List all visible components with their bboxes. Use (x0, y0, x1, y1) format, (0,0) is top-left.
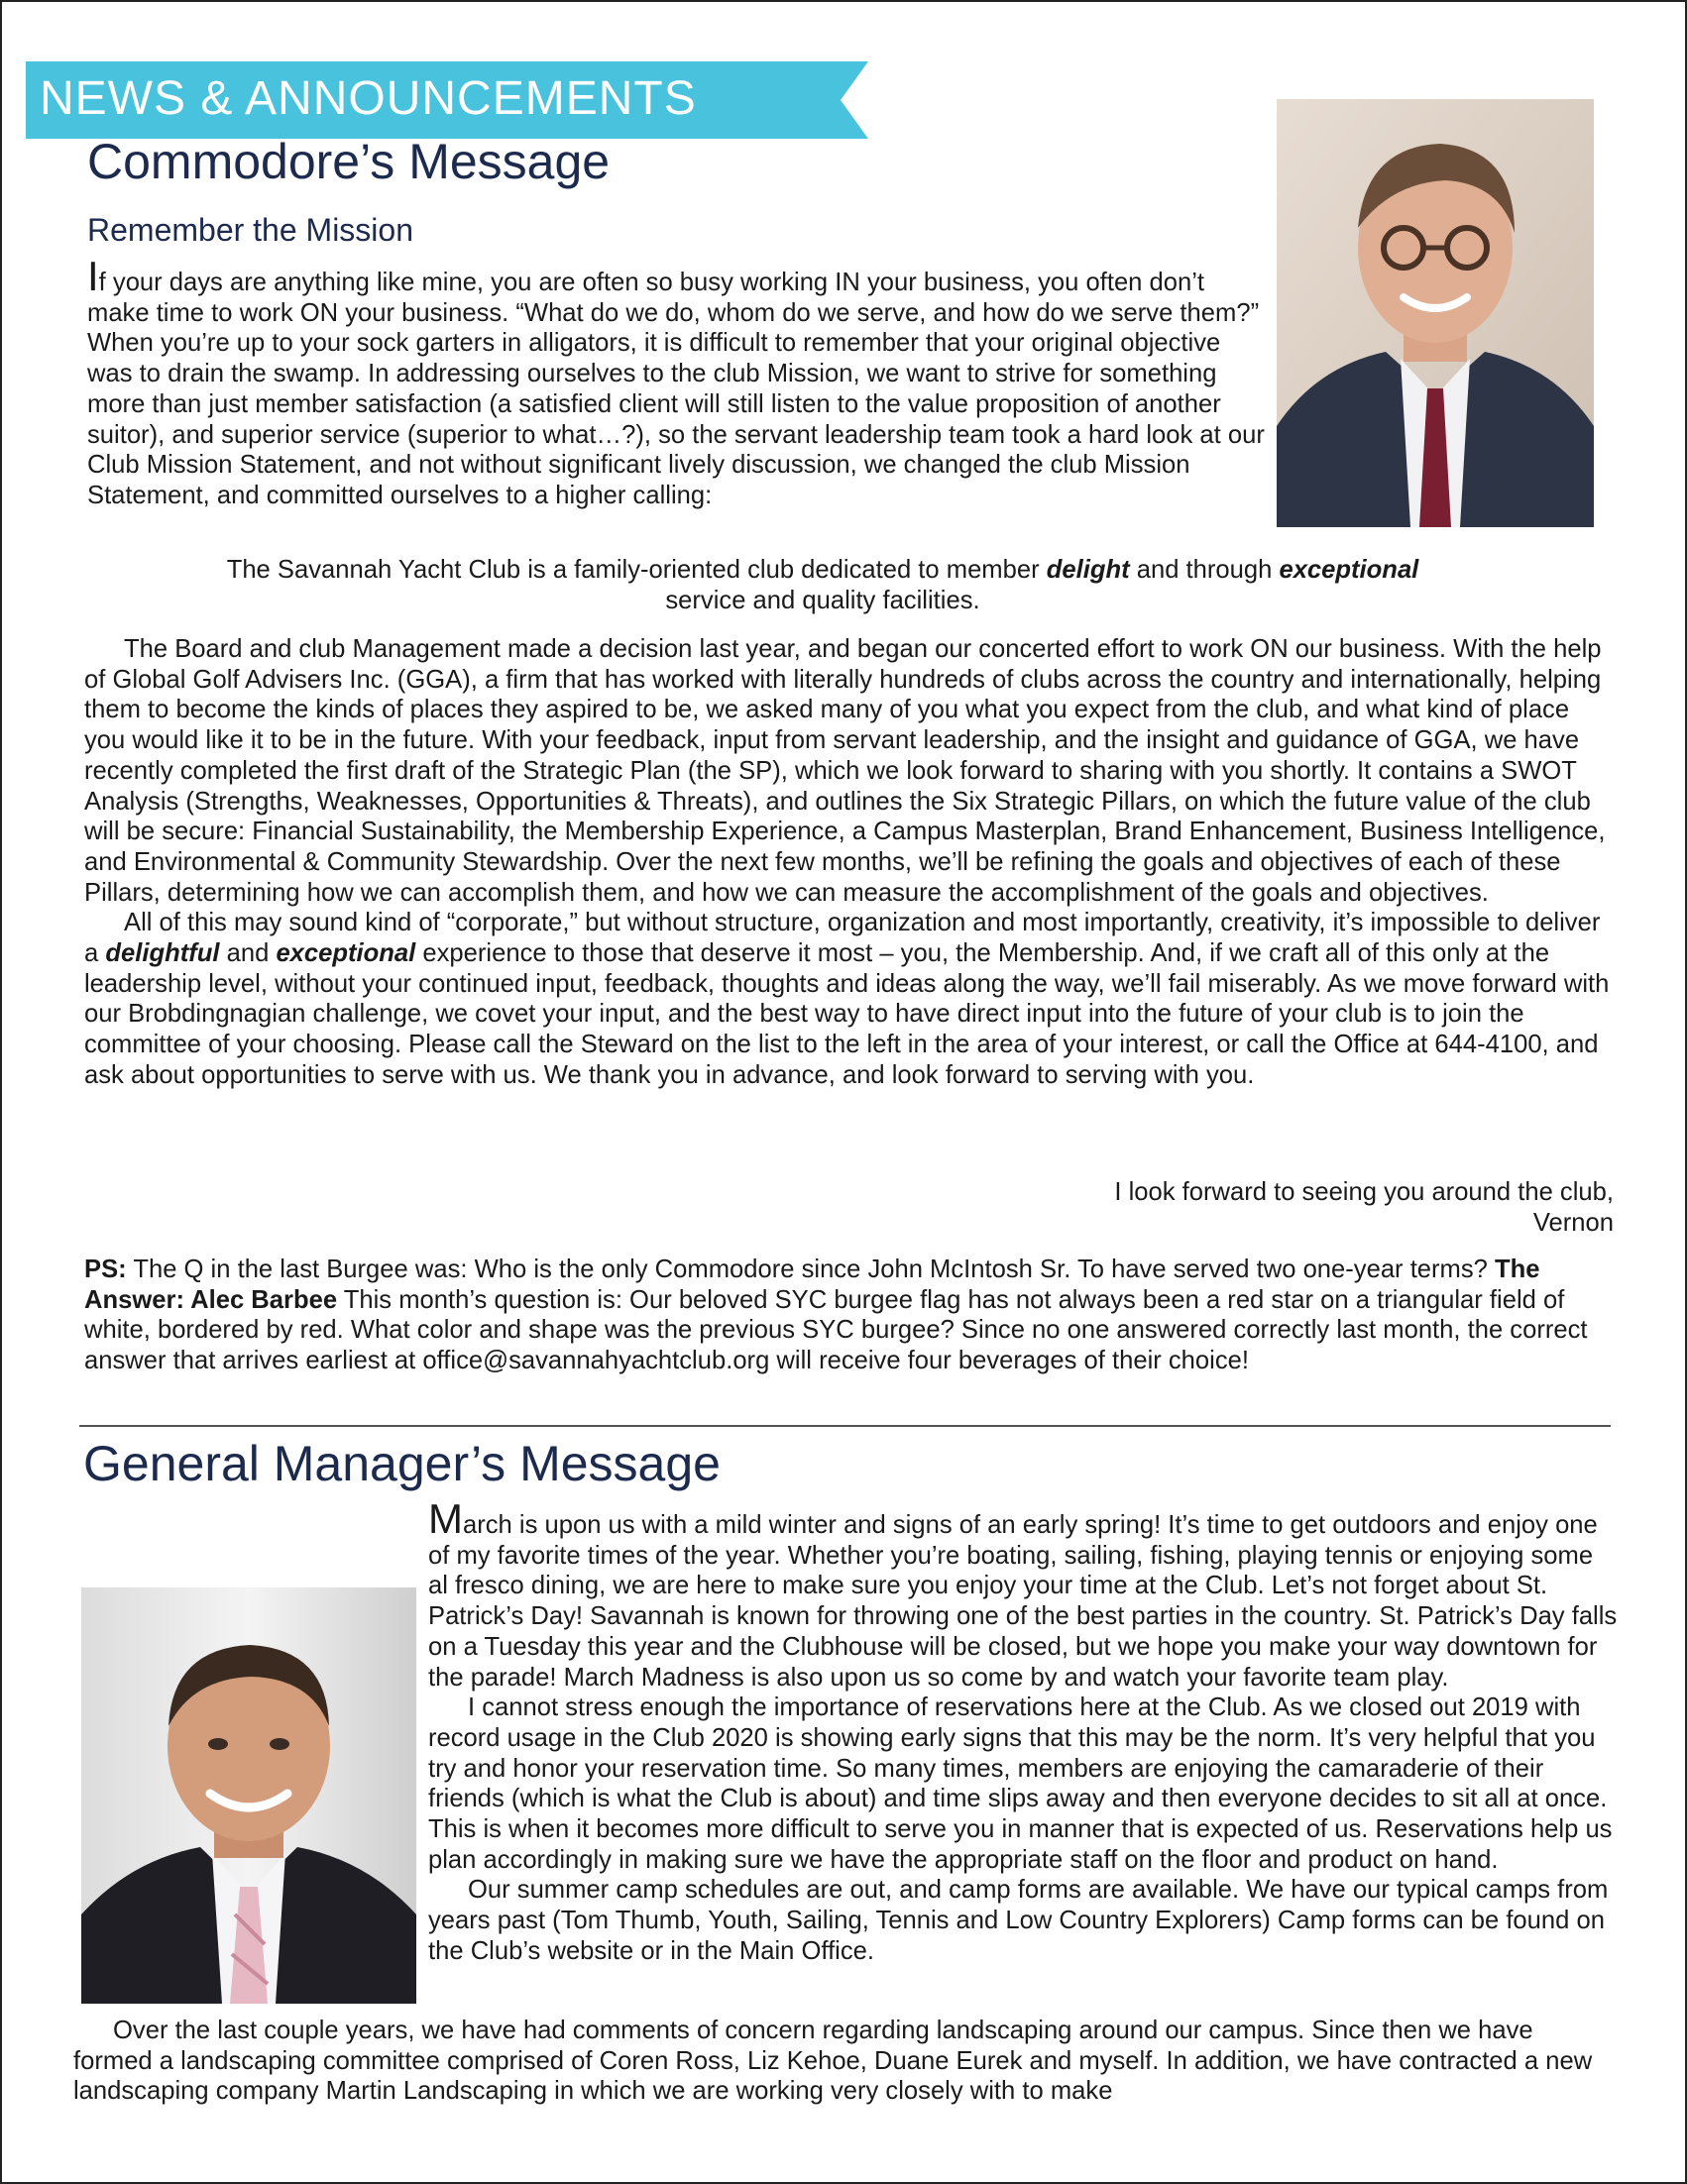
gm-body-full (73, 2016, 1615, 2107)
commodore-dropcap: I (87, 253, 99, 299)
gm-paragraph-3: Our summer camp schedules are out, and camp forms are available. We have our typical camps from years past (Tom Thumb, Youth, Sailing, Tennis and Low Country Explorers) Camp forms can be found on the Club’s website or in the Main Office. (428, 1876, 1609, 1965)
ps-answer: The Answer: Alec Barbee (84, 1256, 1540, 1314)
commodore-subheading: Remember the Mission (87, 212, 413, 248)
commodore-intro-paragraph (87, 253, 1267, 511)
para3-text-b: and (219, 939, 277, 968)
para3-emphasis-exceptional: exceptional (276, 939, 416, 968)
mission-text-a: The Savannah Yacht Club is a family-oriented club dedicated to member (226, 556, 1047, 584)
commodore-ps (84, 1255, 1611, 1376)
para3-text-a: All of this may sound kind of “corporate,” but without structure, organization and most importantly, creativity, it’s impossible to deliver a (84, 909, 1601, 968)
signoff-line-1: I look forward to seeing you around the club, (1114, 1178, 1614, 1206)
commodore-body (84, 634, 1611, 1091)
gm-paragraph-4: Over the last couple years, we have had comments of concern regarding landscaping around our campus. Since then we have formed a landscaping committee comprised of Coren Ross, Liz Kehoe, Duane Eurek and myself. In addition, we have contracted a new landscaping company Martin Landscaping in which we are working very closely with to make (73, 2017, 1593, 2106)
commodore-signoff (722, 1177, 1614, 1238)
gm-paragraph-2: I cannot stress enough the importance of reservations here at the Club. As we closed out 2019 with record usage in the Club 2020 is showing early signs that this may be the norm. It’s very helpful that you try and honor your reservation time. So many times, members are enjoying the camaraderie of their friends (which is what the Club is about) and time slips away and then everyone decides to sit all at once. This is when it becomes more difficult to serve you in manner that is expected of us. Reservations help us plan accordingly in making sure we have the appropriate staff on the floor and product on hand. (428, 1693, 1613, 1874)
mission-text-c: service and quality facilities. (665, 586, 980, 614)
mission-text-b: and through (1129, 556, 1280, 584)
para3-text-c: experience to those that deserve it most – you, the Membership. And, if we craft all of this only at the leadership level, without your continued input, feedback, thoughts and ideas along the way, we’ll fail miserably. As we move forward with our Brobdingnagian challenge, we covet your input, and the best way to have direct input into the future of your club is to join the committee of your choosing. Please call the Steward on the list to the left in the area of your interest, or call the Office at 644-4100, and ask about opportunities to serve with us. We thank you in advance, and look forward to serving with you. (84, 939, 1610, 1089)
gm-paragraph-1-text: arch is upon us with a mild winter and signs of an early spring! It’s time to get outdoors and enjoy one of my favorite times of the year. Whether you’re boating, sailing, fishing, playing tennis or enjoying some al fresco dining, we are here to make sure you enjoy your time at the Club. Let’s not forget about St. Patrick’s Day! Savannah is known for throwing one of the best parties in the country. St. Patrick’s Day falls on a Tuesday this year and the Clubhouse will be closed, but we hope you make your way downtown for the parade! March Madness is also upon us so come by and watch your favorite team play. (428, 1511, 1618, 1692)
mission-emphasis-delight: delight (1046, 556, 1130, 584)
gm-body-right (428, 1495, 1618, 1967)
gm-heading: General Manager’s Message (83, 1436, 721, 1491)
commodore-photo (1277, 99, 1594, 527)
mission-emphasis-exceptional: exceptional (1279, 556, 1419, 584)
section-banner (26, 61, 868, 139)
banner-label: NEWS & ANNOUNCEMENTS (40, 72, 697, 125)
gm-photo (81, 1587, 416, 2004)
gm-dropcap: M (428, 1495, 463, 1542)
commodore-heading: Commodore’s Message (87, 134, 611, 189)
ps-text-a: The Q in the last Burgee was: Who is the only Commodore since John McIntosh Sr. To have served two one-year terms? (126, 1256, 1496, 1283)
commodore-intro-text: f your days are anything like mine, you are often so busy working IN your business, you often don’t make time to work ON your business. “What do we do, whom do we serve, and how do we serve them?” When you’re up to your sock garters in alligators, it is difficult to remember that your original objective was to drain the swamp. In addressing ourselves to the club Mission, we want to strive for something more than just member satisfaction (a satisfied client will still listen to the value proposition of another suitor), and superior service (superior to what…?), so the servant leadership team took a hard look at our Club Mission Statement, and not without significant lively discussion, we changed the club Mission Statement, and committed ourselves to a higher calling: (87, 269, 1265, 509)
ps-label: PS: (84, 1256, 127, 1283)
commodore-paragraph-3 (84, 908, 1611, 1090)
commodore-paragraph-2: The Board and club Management made a decision last year, and began our concerted effort to work ON our business. With the help of Global Golf Advisers Inc. (GGA), a firm that has worked with literally hundreds of clubs across the country and internationally, helping them to become the kinds of places they aspired to be, we asked many of you what you expect from the club, and what kind of place you would like it to be in the future. With your feedback, input from servant leadership, and the insight and guidance of GGA, we have recently completed the first draft of the Strategic Plan (the SP), which we look forward to sharing with you shortly. It contains a SWOT Analysis (Strengths, Weaknesses, Opportunities & Threats), and outlines the Six Strategic Pillars, on which the future value of the club will be secure: Financial Sustainability, the Membership Experience, a Campus Masterplan, Brand Enhancement, Business Intelligence, and Environmental & Community Stewardship. Over the next few months, we’ll be refining the goals and objectives of each of these Pillars, determining how we can accomplish them, and how we can measure the accomplishment of the goals and objectives. (84, 635, 1606, 907)
mission-statement (218, 555, 1427, 615)
para3-emphasis-delightful: delightful (105, 939, 220, 968)
signoff-name: Vernon (1532, 1208, 1614, 1237)
ps-text-b: This month’s question is: Our beloved SYC burgee flag has not always been a red star on a triangular field of white, bordered by red. What color and shape was the previous SYC burgee? Since no one answered correctly last month, the correct answer that arrives earliest at office@savannahyachtclub.org will receive four beverages of their choice! (84, 1285, 1588, 1375)
section-divider (79, 1425, 1611, 1427)
